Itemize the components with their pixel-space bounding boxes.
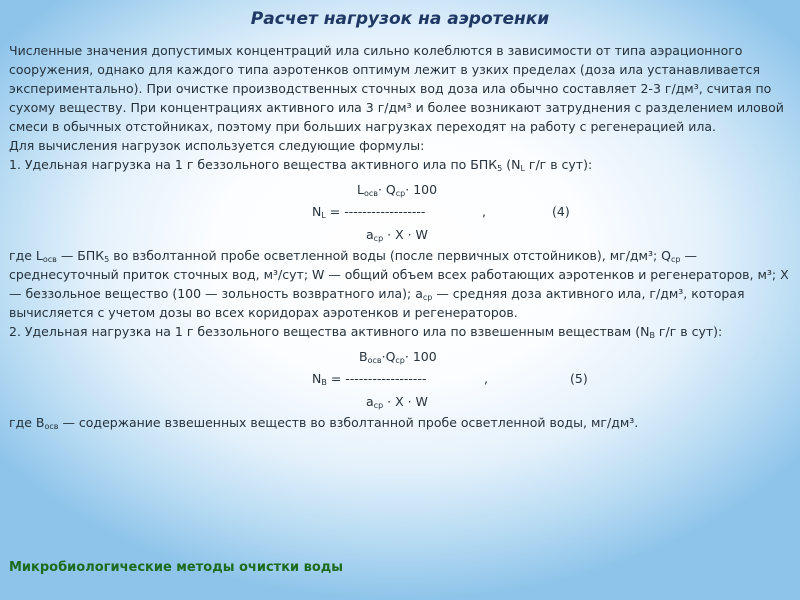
formula-4-number: (4) — [552, 204, 570, 219]
formula-4 — [9, 178, 789, 246]
formula-5-main-line — [312, 369, 426, 388]
formula-5-den-b: · X · W — [383, 394, 428, 409]
formula-4-num-b: · Q — [377, 182, 396, 197]
where-1-part-3: во взболтанной пробе осветленной воды (после первичных отстойников), мг/дм³; Q — [109, 248, 672, 263]
formula-4-eq: = ------------------ — [325, 204, 426, 219]
item-1-prefix-sub: 5 — [497, 164, 503, 173]
formula-4-lhs-sub: L — [321, 211, 326, 220]
item-2-prefix: 2. Удельная нагрузка на 1 г беззольного вещества активного ила по взвешенным веществам (N — [9, 324, 650, 339]
formula-4-numerator — [357, 180, 437, 199]
formula-4-num-a: L — [357, 182, 364, 197]
where-1-part-5: — средняя доза активного ила, г/дм³, которая вычисляется с учетом дозы во всех коридорах аэротенков и регенераторов. — [9, 286, 745, 320]
where-1-part-3-sub: ср — [671, 255, 681, 264]
formula-4-denominator — [366, 225, 428, 244]
formula-4-lhs: N — [312, 204, 322, 219]
formula-4-num-a-sub: осв — [363, 189, 378, 198]
where-2-part-1: где B — [9, 415, 45, 430]
formula-5 — [9, 345, 789, 413]
where-2-part-1-sub: осв — [44, 422, 59, 431]
formula-5-lhs: N — [312, 371, 322, 386]
item-2-heading — [9, 322, 789, 341]
formula-5-denominator — [366, 392, 428, 411]
formula-5-num-b: ·Q — [381, 349, 396, 364]
formula-4-comma: , — [482, 204, 486, 219]
formula-5-den-a-sub: ср — [373, 401, 384, 410]
where-1-part-2-sub: 5 — [104, 255, 110, 264]
formula-4-explanation — [9, 246, 789, 322]
formula-5-explanation — [9, 413, 789, 432]
formula-4-num-b-sub: ср — [395, 189, 406, 198]
where-1-part-2: — БПК — [56, 248, 105, 263]
where-1-part-4-sub: ср — [422, 293, 433, 302]
formula-5-lhs-sub: B — [321, 378, 327, 387]
where-1-part-4: — среднесуточный приток сточных вод, м³/сут; W — общий объем всех работающих аэротенков и регенераторов, м³; X — беззольное вещество (100 — зольность возвратного ила); a — [9, 248, 789, 301]
formula-5-den-a: a — [366, 394, 374, 409]
item-2-prefix-sub: B — [649, 331, 655, 340]
item-1-mid-sub: L — [520, 164, 525, 173]
item-1-mid: (N — [502, 157, 521, 172]
where-1-part-1: где L — [9, 248, 43, 263]
paragraph-intro: Численные значения допустимых концентраций ила сильно колеблются в зависимости от типа аэрационного сооружения, однако для каждого типа аэротенков оптимум лежит в узких пределах (доза ила устанавливается экспериментально). При очистке производственных сточных вод доза ила обычно составляет 2-3 г/дм³, считая по сухому веществу. При концентрациях активного ила 3 г/дм³ и более возникают затруднения с разделением иловой смеси в обычных отстойниках, поэтому при больших нагрузках переходят на работу с регенерацией ила. — [9, 43, 784, 134]
item-1-suffix: г/г в сут): — [524, 157, 593, 172]
slide-title: Расчет нагрузок на аэротенки — [250, 9, 550, 29]
formula-4-den-a: a — [366, 227, 374, 242]
formula-4-main-line — [312, 202, 425, 221]
where-1-part-1-sub: осв — [42, 255, 57, 264]
paragraph-formulas-intro: Для вычисления нагрузок используется следующие формулы: — [9, 138, 425, 153]
formula-5-num-a: B — [359, 349, 368, 364]
formula-5-num-b-sub: ср — [395, 356, 405, 365]
formula-5-comma: , — [484, 371, 488, 386]
item-1-heading — [9, 155, 789, 174]
formula-5-num-c: · 100 — [404, 349, 437, 364]
formula-5-number: (5) — [570, 371, 588, 386]
formula-4-den-a-sub: ср — [373, 234, 384, 243]
item-2-suffix: г/г в сут): — [654, 324, 723, 339]
formula-4-num-c: · 100 — [405, 182, 438, 197]
where-2-part-2: — содержание взвешенных веществ во взболтанной пробе осветленной воды, мг/дм³. — [58, 415, 639, 430]
formula-4-den-b: · X · W — [383, 227, 428, 242]
slide-body — [9, 41, 789, 432]
formula-5-numerator — [359, 347, 437, 366]
next-topic-heading: Микробиологические методы очистки воды — [9, 560, 344, 575]
formula-5-eq: = ------------------ — [326, 371, 427, 386]
formula-5-num-a-sub: осв — [367, 356, 382, 365]
item-1-prefix: 1. Удельная нагрузка на 1 г беззольного вещества активного ила по БПК — [9, 157, 498, 172]
